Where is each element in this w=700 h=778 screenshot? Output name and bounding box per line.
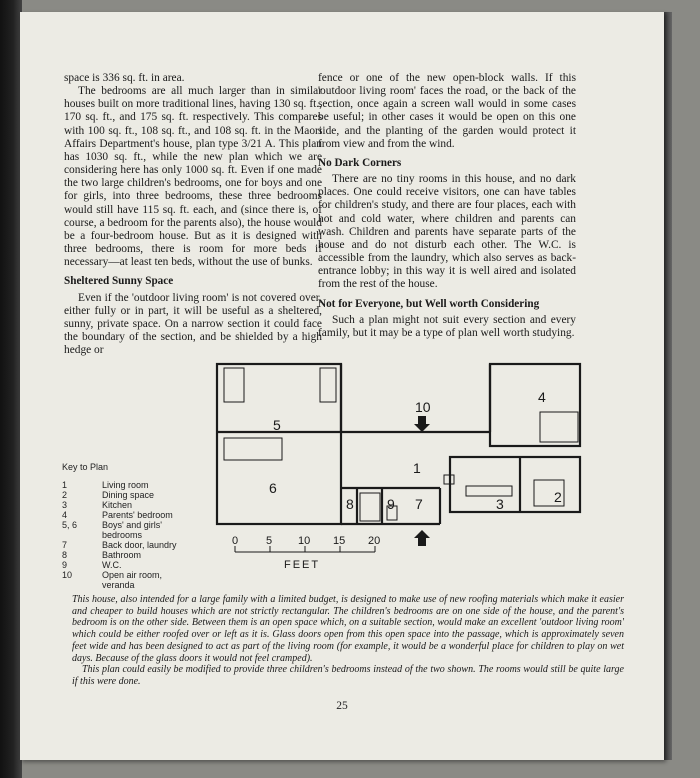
scale-tick-10: 10 xyxy=(298,535,311,547)
right-paragraph-2: There are no tiny rooms in this house, and no dark places. One could receive visitors, one can have tables for children's study, and there are four places, each with hot and cold water, where children and parents can wash. Children and parents have separate parts of the house and do not disturb each other. The W.C. is accessible from the laundry, which also serves as back-entrance lobby; in this way it is well aired and isolated from the rest of the house. xyxy=(318,173,576,291)
key-row: 7 Back door, laundry xyxy=(62,540,177,550)
plan-walls xyxy=(217,364,580,524)
room-label-7: 7 xyxy=(415,496,423,512)
heading-sheltered-sunny-space: Sheltered Sunny Space xyxy=(64,275,174,288)
key-row: 5, 6 Boys' and girls' xyxy=(62,520,162,530)
room-label-8: 8 xyxy=(346,496,354,512)
caption-paragraph-1: This house, also intended for a large family with a limited budget, is designed to make use of new roofing materials which make it easier and cheaper to build houses which are not strictly rectangular. The children's bedrooms are on one side of the house, and the parent's bedroom is on the other side. Between them is an open space which, on a suitable section, would make an excellent 'outdoor living room' which could be either roofed over or left as it is. Glass doors open from this open space into the passage, which is approximately seven feet wide and has been designed to act as part of the living room (for example, it would be a wonderful place for children to play on wet days. Because of the glass doors it would not feel cramped). xyxy=(72,594,624,664)
scale-tick-20: 20 xyxy=(368,535,381,547)
heading-no-dark-corners: No Dark Corners xyxy=(318,156,402,169)
plan-key xyxy=(62,462,212,590)
left-paragraph-2: The bedrooms are all much larger than in similar houses built on more traditional lines, having 130 sq. ft., 170 sq. ft., and 175 sq. ft. respectively. This compares with 100 sq. ft., 108 sq. ft., and 108 sq. ft. in the Maori Affairs Department's house, plan type 3/21 A. This plan has 1030 sq. ft., while the new plan which we are considering here has only 1000 sq. ft. Even if one made the two large children's bedrooms, one for boys and one for girls, into three bedrooms, these three bedrooms would still have 115 sq. ft. each, and (since there is, of course, a bedroom for the parents also), the house would be a four-bedroom house. But as it is designed with three bedrooms, there is room for more beds if necessary—at least ten beds, without the use of bunks. xyxy=(64,85,322,269)
left-paragraph-3: Even if the 'outdoor living room' is not covered over, either fully or in part, it will be useful as a sheltered, sunny, private space. On a narrow section it could face the boundary of the section, and be shielded by a high hedge or xyxy=(64,291,322,357)
key-row: 1 Living room xyxy=(62,480,149,490)
room-label-2: 2 xyxy=(554,489,562,505)
key-row: bedrooms xyxy=(102,530,143,540)
key-row: 2 Dining space xyxy=(62,490,155,500)
key-title: Key to Plan xyxy=(62,462,109,472)
parents-bedroom-walls xyxy=(490,364,580,446)
room-label-4: 4 xyxy=(538,389,546,405)
heading-not-for-everyone: Not for Everyone, but Well worth Considering xyxy=(318,297,540,310)
plan-caption xyxy=(72,594,624,688)
right-paragraph-3: Such a plan might not suit every section and every family, but it may be a type of plan well worth studying. xyxy=(318,313,576,339)
childrens-wing-walls xyxy=(217,364,341,524)
key-row: 9 W.C. xyxy=(62,560,122,570)
page-number: 25 xyxy=(336,700,348,712)
left-paragraph-1: space is 336 sq. ft. in area. xyxy=(64,72,185,84)
plan-fittings xyxy=(224,368,578,521)
room-label-1: 1 xyxy=(413,460,421,476)
entry-arrows xyxy=(414,416,430,546)
key-row: 3 Kitchen xyxy=(62,500,133,510)
scale-tick-5: 5 xyxy=(266,535,273,547)
room-label-3: 3 xyxy=(496,496,504,512)
arrow-down-icon xyxy=(414,416,430,432)
caption-paragraph-2: This plan could easily be modified to provide three children's bedrooms instead of the two shown. The rooms would still be quite large if this were done. xyxy=(72,664,624,687)
scale-unit: FEET xyxy=(284,559,321,571)
scale-tick-15: 15 xyxy=(333,535,346,547)
book-binding-edge xyxy=(0,0,22,778)
room-label-5: 5 xyxy=(273,417,281,433)
room-label-10: 10 xyxy=(415,399,431,415)
key-row: veranda xyxy=(102,580,135,590)
key-row: 4 Parents' bedroom xyxy=(62,510,173,520)
page-edge-shadow xyxy=(664,12,672,760)
book-page xyxy=(20,12,664,760)
scale-tick-0: 0 xyxy=(232,535,239,547)
right-paragraph-1: fence or one of the new open-block walls. If this 'outdoor living room' faces the road, or the back of the section, once again a screen wall would in some cases be useful; in other cases it would be open on this one side, and the planting of the garden would protect it from view and from the wind. xyxy=(318,72,576,150)
room-label-9: 9 xyxy=(387,496,395,512)
room-label-6: 6 xyxy=(269,480,277,496)
key-row: 10 Open air room, xyxy=(62,570,163,580)
key-row: 8 Bathroom xyxy=(62,550,142,560)
arrow-up-icon xyxy=(414,530,430,546)
